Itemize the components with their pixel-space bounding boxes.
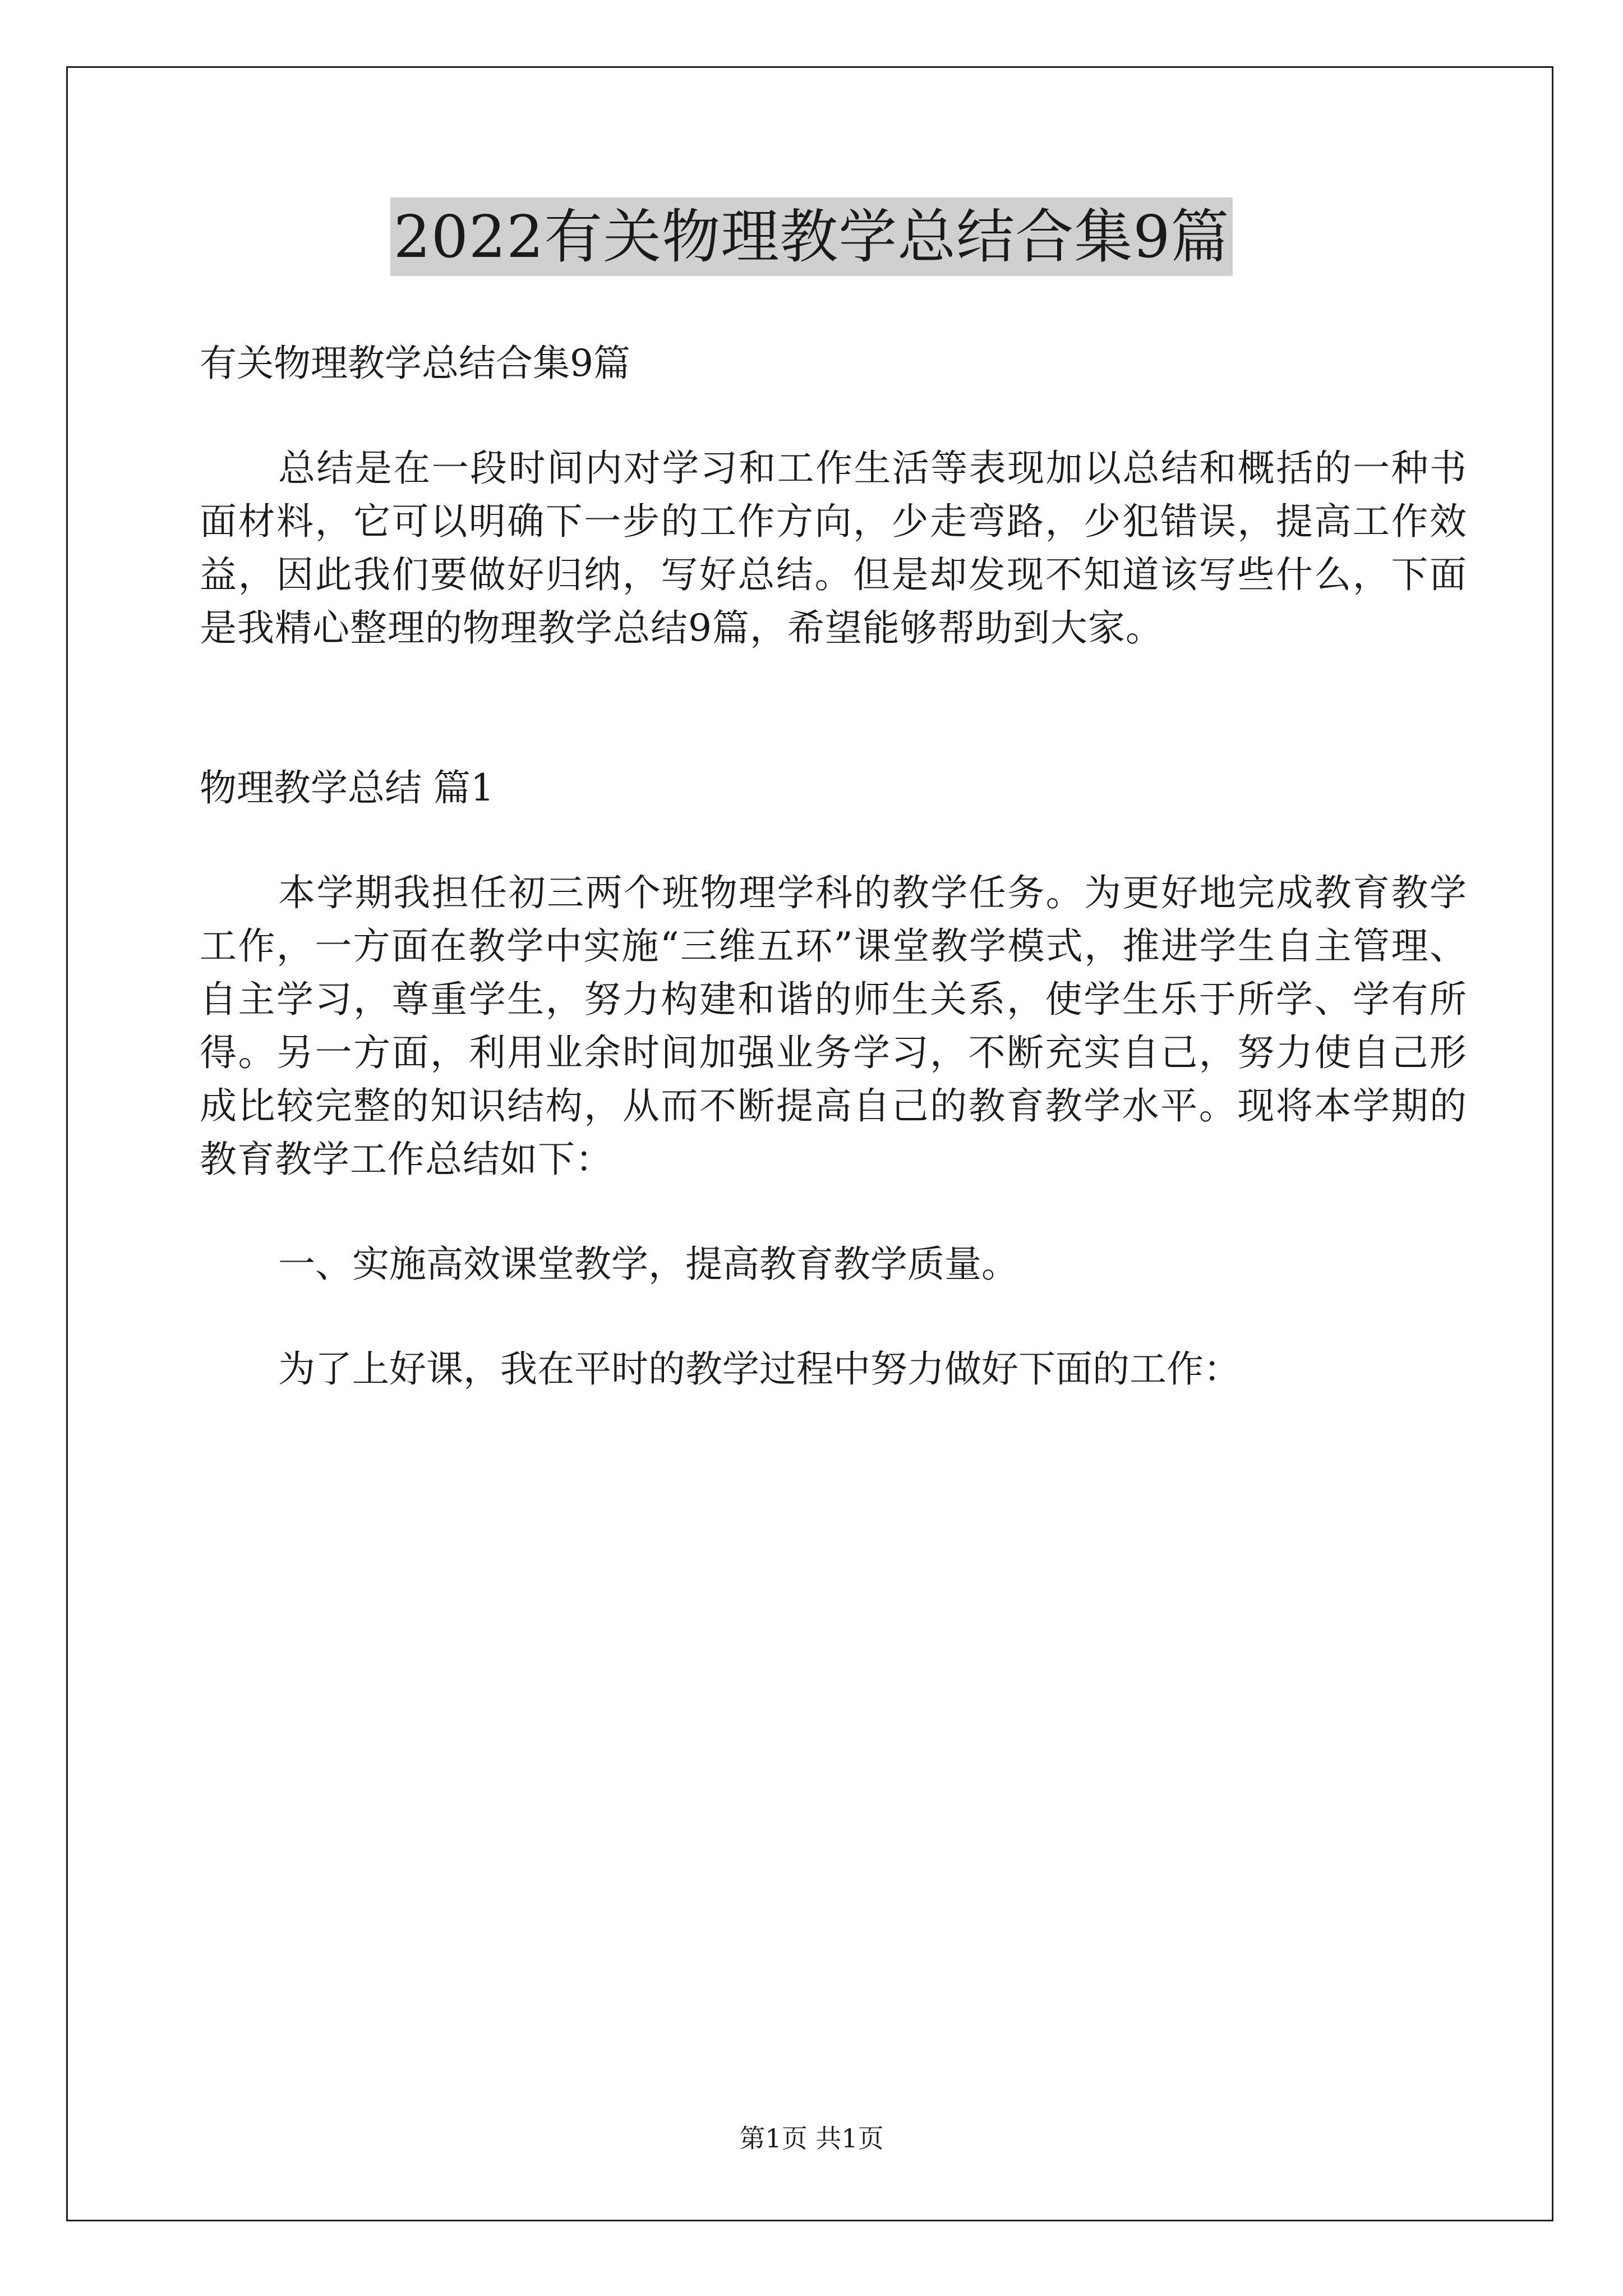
document-subtitle: 有关物理教学总结合集9篇 [200,342,630,385]
section-point: 一、实施高效课堂教学，提高教育教学质量。 [278,1243,1018,1286]
page-footer: 第1页 共1页 [739,2123,884,2154]
section-paragraph-2: 为了上好课，我在平时的教学过程中努力做好下面的工作： [278,1347,1241,1391]
section-paragraph: 本学期我担任初三两个班物理学科的教学任务。为更好地完成教育教学工作，一方面在教学中实施“三维五环”课堂教学模式，推进学生自主管理、自主学习，尊重学生，努力构建和谐的师生关系，使学生乐于所学、学有所得。另一方面，利用业余时间加强业务学习，不断充实自己，努力使自己形成比较完整的知识结构，从而不断提高自己的教育教学水平。现将本学期的教育教学工作总结如下： [200,871,1467,1181]
document-body [200,314,1467,1396]
section-heading: 物理教学总结 篇1 [200,766,494,809]
title-container [0,197,1623,276]
intro-paragraph: 总结是在一段时间内对学习和工作生活等表现加以总结和概括的一种书面材料，它可以明确下一步的工作方向，少走弯路，少犯错误，提高工作效益，因此我们要做好归纳，写好总结。但是却发现不知道该写些什么，下面是我精心整理的物理教学总结9篇，希望能够帮助到大家。 [200,447,1467,650]
document-title: 2022有关物理教学总结合集9篇 [390,197,1233,276]
